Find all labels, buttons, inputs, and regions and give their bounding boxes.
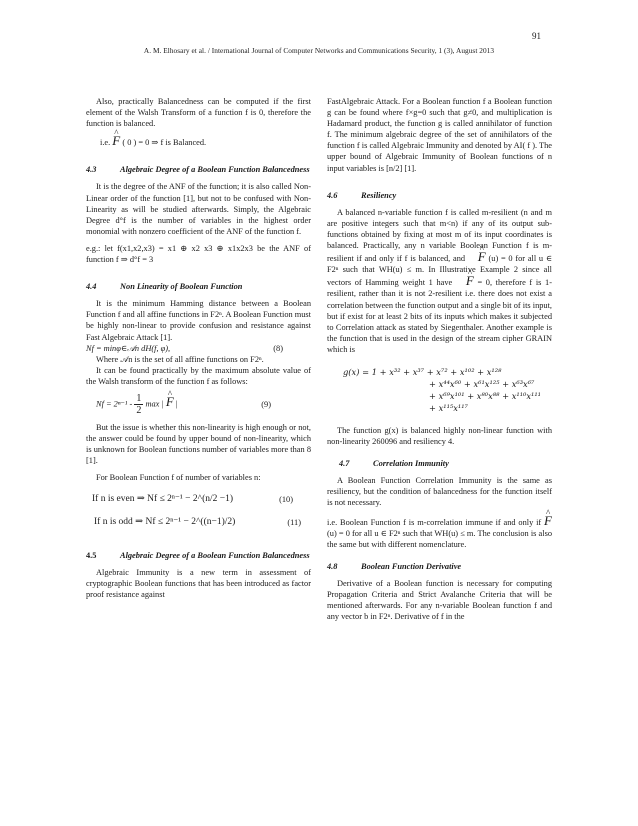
walsh-hat-symbol: ^ F <box>112 135 120 146</box>
paragraph-derivative: Derivative of a Boolean function is necessary for computing Propagation Criteria and Strict Avalanche Criteria that will be mentioned afterwards. For any n-variable Boolean function f and any vector b in F2ⁿ. Derivative of f in the <box>327 578 552 622</box>
section-title: Correlation Immunity <box>373 459 449 469</box>
paragraph-num-variables: For Boolean Function f of number of variables n: <box>96 473 261 483</box>
correlation-part-a: i.e. Boolean Function f is m-correlation immune if and only if <box>327 517 542 527</box>
section-title: Non Linearity of Boolean Function <box>120 282 243 292</box>
walsh-hat-symbol: ^ F <box>468 251 486 262</box>
equation-11-number: (11) <box>287 517 301 527</box>
equation-8-body: Nf = minφ∈𝒜n dH(f, φ), <box>86 343 171 353</box>
section-4-7-heading <box>327 458 552 469</box>
section-number: 4.3 <box>86 165 97 175</box>
section-number: 4.5 <box>86 550 97 560</box>
equation-9-number: (9) <box>261 399 271 409</box>
equation-8-number: (8) <box>273 343 283 353</box>
walsh-hat-symbol: ^ F <box>456 275 474 286</box>
section-4-3-heading <box>86 164 311 175</box>
paragraph-nonlinearity: It is the minimum Hamming distance between a Boolean Function f and all affine functions in F2ⁿ. A Boolean Function must be highly non-linear to provide confusion and resistance against Fast Algebraic Attack [1]. <box>86 299 311 342</box>
section-4-5-heading <box>86 550 311 561</box>
grain-line-1: g(x) = 1 + x³² + x³⁷ + x⁷² + x¹⁰² + x¹²⁸ <box>343 366 502 377</box>
paragraph-walsh-max: It can be found practically by the maximum absolute value of the Walsh transform of the function f as follows: <box>86 365 311 386</box>
paragraph-fast-algebraic: FastAlgebraic Attack. For a Boolean function f a Boolean function g can be found where f×g=0 such that g≠0, and multiplication is Hadamard product, the function g is called annihilator of function f. The minimum algebraic degree of the set of annihilators of the function f is called Algebraic Immunity and denoted by AI( f ). The upper bound of Algebraic Immunity of Boolean functions of n input variables is [n/2] [1]. <box>327 97 552 173</box>
equation-9-fraction <box>134 393 143 416</box>
section-title: Resiliency <box>361 190 397 200</box>
paragraph-correlation-immunity: A Boolean Function Correlation Immunity is the same as resiliency, but the condition of balancedness for the function itself is not necessary. <box>327 476 552 508</box>
section-4-6-heading <box>327 190 552 201</box>
paragraph-grain-conclusion: The function g(x) is balanced highly non-linear function with non-linearity 260096 and resiliency 4. <box>327 425 552 447</box>
equation-9-rhs: max | <box>145 399 164 409</box>
equation-9-close: | <box>175 399 178 409</box>
equation-9 <box>86 393 311 416</box>
ie-prefix: i.e. <box>100 138 111 148</box>
paragraph-resiliency <box>327 207 552 355</box>
page-number: 91 <box>532 31 541 41</box>
paragraph-where-affine: Where 𝒜n is the set of all affine functions on F2ⁿ. <box>96 354 264 364</box>
section-title: Algebraic Degree of a Boolean Function Balancedness <box>120 165 310 175</box>
grain-line-2: + x⁴⁴x⁶⁰ + x⁶¹x¹²⁵ + x⁶³x⁶⁷ <box>429 378 535 389</box>
paragraph-algebraic-degree: It is the degree of the ANF of the function; it is also called Non-Linear order of the function [1], but not to be confused with Non-Linearity as will be studied afterwards. Simply, the Algebraic Degree d°f is the number of variables in the highest order monomial with nonzero coefficient of the ANF of the function f. <box>86 182 311 236</box>
section-title: Boolean Function Derivative <box>361 561 462 571</box>
paragraph-balancedness: Also, practically Balancedness can be computed if the first element of the Walsh Transform of a function f is 0, therefore the function is balanced. <box>86 97 311 129</box>
grain-line-3: + x⁶⁹x¹⁰¹ + x⁸⁰x⁸⁸ + x¹¹⁰x¹¹¹ <box>429 390 542 401</box>
equation-10-body: If n is even ⇒ Nf ≤ 2ⁿ⁻¹ − 2^(n/2 −1) <box>92 494 234 505</box>
paragraph-example-anf: e.g.: let f(x1,x2,x3) = x1 ⊕ x2 x3 ⊕ x1x2x3 be the ANF of function f ⇒ d°f = 3 <box>86 243 311 265</box>
correlation-part-b: (u) = 0 for all u ∈ F2ⁿ such that WH(u) ≤ m. The conclusion is also the same but with different nomenclature. <box>327 528 552 549</box>
section-4-4-heading <box>86 281 311 292</box>
resiliency-part-b: (u) = 0 for all u ∈ F2ⁿ such that WH(u) ≤ m. In Illustrative Example 2 since all vectors of Hamming weight 1 have <box>327 254 552 288</box>
section-number: 4.4 <box>86 282 97 292</box>
walsh-hat-symbol: ^ F <box>544 515 552 526</box>
grain-line-4: + x¹¹⁵x¹¹⁷ <box>429 402 468 413</box>
equation-10-number: (10) <box>279 495 293 505</box>
fraction-denominator: 2 <box>136 404 142 416</box>
right-column <box>327 96 552 622</box>
resiliency-part-a: A balanced n-variable function f is called m-resilient (n and m are positive integers such that m<n) if any of its output sub-functions obtained by fixing at most m of its input coordinates is balanced. Practically, any n variable Boolean Function f is m-resilient if and only if f is balanced, and <box>327 207 552 264</box>
equation-balanced <box>86 135 311 148</box>
section-number: 4.8 <box>327 561 338 571</box>
section-4-8-heading <box>327 561 552 572</box>
walsh-hat-symbol: ^ F <box>166 396 174 407</box>
equation-10 <box>86 494 311 505</box>
equation-11-body: If n is odd ⇒ Nf ≤ 2ⁿ⁻¹ − 2^((n−1)/2) <box>94 516 236 527</box>
ie-suffix: f is Balanced. <box>160 138 207 148</box>
fraction-numerator: 1 <box>136 392 142 404</box>
paragraph-upper-bound: But the issue is whether this non-linearity is high enough or not, the answer could be found by upper bound of non-linearity, which is unknown for Boolean functions number of variables more than 8 [1]. <box>86 422 311 466</box>
section-title: Algebraic Degree of a Boolean Function Balancedness <box>120 550 310 560</box>
equation-9-lhs: Nf = 2ⁿ⁻¹ - <box>96 399 133 409</box>
paragraph-algebraic-immunity: Algebraic Immunity is a new term in assessment of cryptographic Boolean functions that has been introduced as factor proof resistance against <box>86 567 311 599</box>
resiliency-part-c: = 0, therefore f is 1-resilient, rather than it is not 2-resilient i.e. there does not exist a correlation between the function output and a single bit of its input, but if exist for at least 2 bits of its inputs which makes it subjected to Correlation attack as stated by Siegenthaler. Another example is the function that is used in the design of the stream cipher GRAIN which is <box>327 278 552 354</box>
ie-mid: ( 0 ) = 0 ⇒ <box>122 138 159 148</box>
running-head: A. M. Elhosary et al. / International Journal of Computer Networks and Communications Security, 1 (3), August 2013 <box>143 46 495 55</box>
left-column <box>86 96 311 600</box>
equation-8 <box>86 343 311 354</box>
equation-11 <box>86 517 311 528</box>
section-number: 4.6 <box>327 190 338 200</box>
grain-equation <box>327 366 552 414</box>
section-number: 4.7 <box>339 459 350 469</box>
paragraph-m-correlation <box>327 512 552 550</box>
